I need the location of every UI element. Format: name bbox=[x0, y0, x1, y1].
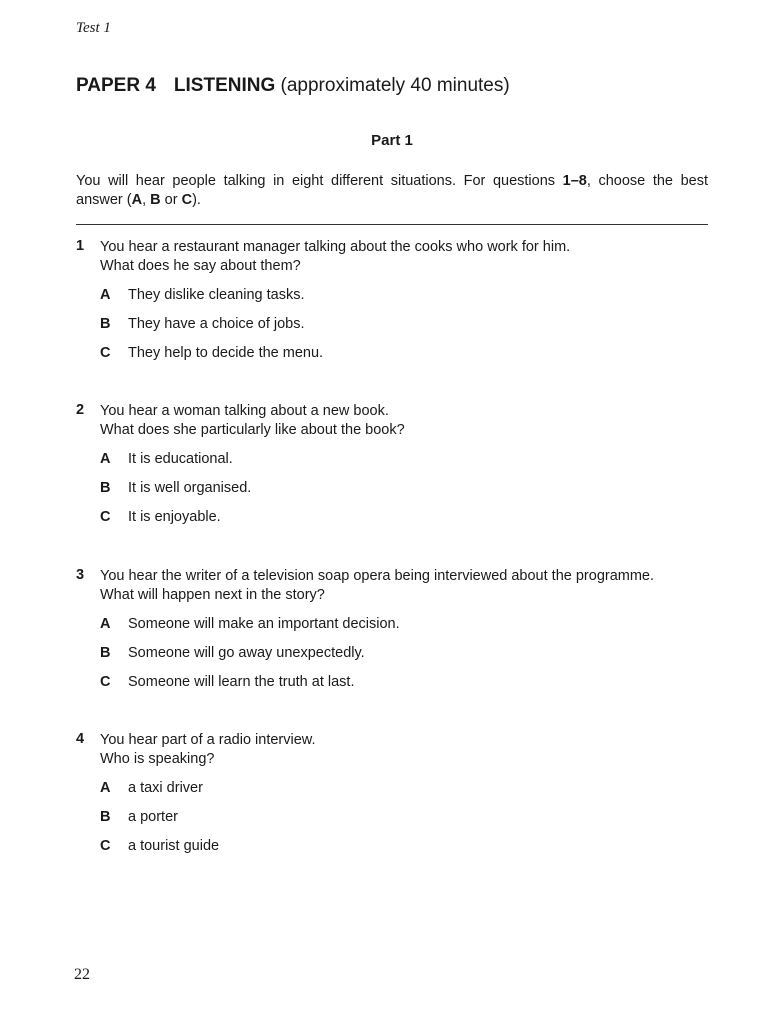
part-heading: Part 1 bbox=[371, 132, 413, 149]
option-letter: B bbox=[100, 645, 111, 661]
instructions-text-2: , choose the best answer ( bbox=[76, 173, 708, 208]
paper-label: PAPER 4 bbox=[76, 75, 156, 96]
instructions-comma: , bbox=[142, 192, 151, 208]
instructions-text: You will hear people talking in eight different situations. For questions bbox=[76, 173, 563, 189]
question-stem bbox=[100, 238, 570, 276]
option-a[interactable] bbox=[100, 780, 203, 796]
question-number: 3 bbox=[76, 567, 85, 583]
option-a[interactable] bbox=[100, 616, 400, 632]
running-head: Test 1 bbox=[76, 20, 111, 36]
option-c[interactable] bbox=[100, 345, 323, 361]
option-letter: A bbox=[100, 616, 111, 632]
option-text: It is well organised. bbox=[128, 480, 252, 496]
question-line-1: You hear a woman talking about a new book. bbox=[100, 403, 389, 419]
question-line-2: What does she particularly like about the book? bbox=[100, 422, 405, 438]
paper-section: LISTENING bbox=[173, 75, 276, 96]
option-letter: B bbox=[100, 480, 111, 496]
option-text: a taxi driver bbox=[128, 780, 203, 796]
option-text: They help to decide the menu. bbox=[128, 345, 324, 361]
question-line-1: You hear a restaurant manager talking about the cooks who work for him. bbox=[100, 239, 571, 255]
answer-letter-b: B bbox=[150, 192, 161, 208]
question-line-1: You hear the writer of a television soap opera being interviewed about the programme. bbox=[100, 568, 655, 584]
divider-rule bbox=[76, 224, 708, 225]
option-text: Someone will learn the truth at last. bbox=[128, 674, 355, 690]
option-b[interactable] bbox=[100, 480, 251, 496]
option-letter: A bbox=[100, 451, 111, 467]
option-c[interactable] bbox=[100, 838, 219, 854]
answer-letter-a: A bbox=[131, 192, 143, 208]
option-text: It is enjoyable. bbox=[128, 509, 221, 525]
question-line-1: You hear part of a radio interview. bbox=[100, 732, 316, 748]
option-a[interactable] bbox=[100, 451, 233, 467]
option-letter: C bbox=[100, 674, 111, 690]
question-number: 2 bbox=[76, 402, 85, 418]
page-number: 22 bbox=[74, 966, 90, 983]
option-b[interactable] bbox=[100, 809, 178, 825]
option-text: They have a choice of jobs. bbox=[128, 316, 305, 332]
question-number: 4 bbox=[76, 731, 85, 747]
option-letter: A bbox=[100, 287, 111, 303]
question-stem bbox=[100, 402, 405, 440]
option-c[interactable] bbox=[100, 509, 221, 525]
option-letter: A bbox=[100, 780, 111, 796]
option-text: a tourist guide bbox=[128, 838, 220, 854]
option-b[interactable] bbox=[100, 316, 305, 332]
option-letter: C bbox=[100, 345, 111, 361]
instructions-or: or bbox=[160, 192, 182, 208]
option-letter: B bbox=[100, 316, 111, 332]
option-letter: B bbox=[100, 809, 111, 825]
question-line-2: What does he say about them? bbox=[100, 258, 301, 274]
question-stem bbox=[100, 731, 316, 769]
question-stem bbox=[100, 567, 654, 605]
option-text: Someone will go away unexpectedly. bbox=[128, 645, 365, 661]
option-b[interactable] bbox=[100, 645, 365, 661]
option-text: They dislike cleaning tasks. bbox=[128, 287, 305, 303]
option-letter: C bbox=[100, 838, 111, 854]
answer-letter-c: C bbox=[181, 192, 193, 208]
instructions bbox=[76, 172, 708, 210]
option-letter: C bbox=[100, 509, 111, 525]
option-c[interactable] bbox=[100, 674, 354, 690]
question-line-2: What will happen next in the story? bbox=[100, 587, 325, 603]
paper-duration: (approximately 40 minutes) bbox=[280, 75, 510, 96]
question-range: 1–8 bbox=[562, 173, 587, 189]
question-line-2: Who is speaking? bbox=[100, 751, 215, 767]
question-number: 1 bbox=[76, 238, 85, 254]
instructions-close: ). bbox=[192, 192, 201, 208]
option-text: a porter bbox=[128, 809, 178, 825]
option-text: Someone will make an important decision. bbox=[128, 616, 400, 632]
paper-title bbox=[76, 75, 510, 97]
option-text: It is educational. bbox=[128, 451, 233, 467]
option-a[interactable] bbox=[100, 287, 305, 303]
